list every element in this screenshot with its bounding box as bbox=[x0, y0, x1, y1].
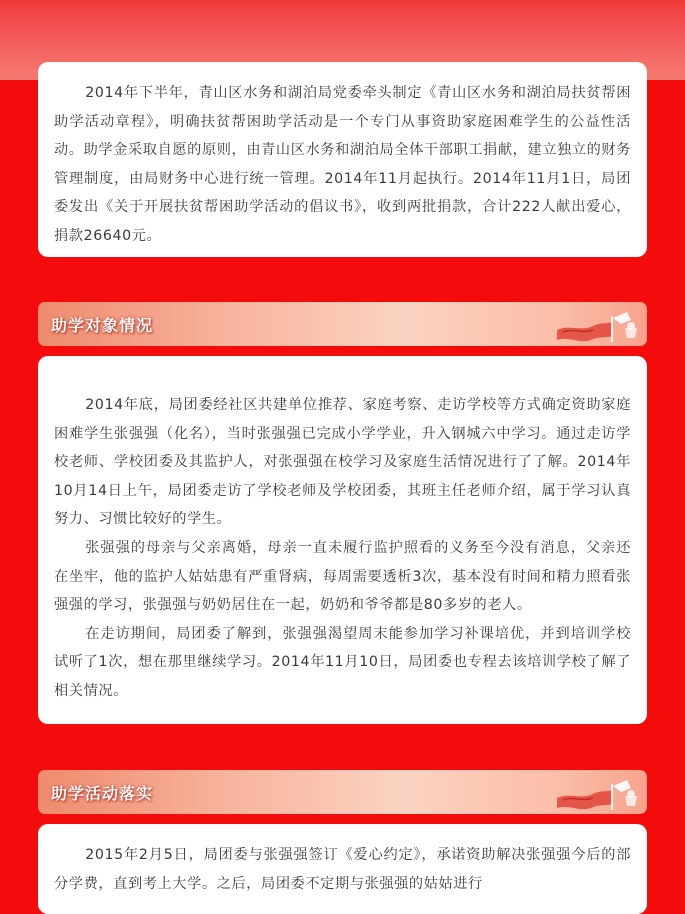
intro-card bbox=[38, 62, 647, 257]
section-header-recipient bbox=[38, 302, 647, 346]
intro-paragraph: 2014年下半年，青山区水务和湖泊局党委牵头制定《青山区水务和湖泊局扶贫帮困助学活动章程》，明确扶贫帮困助学活动是一个专门从事资助家庭困难学生的公益性活动。助学金采取自愿的原则，由青山区水务和湖泊局全体干部职工捐献，建立独立的财务管理制度，由局财务中心进行统一管理。2014年11月起执行。2014年11月1日，局团委发出《关于开展扶贫帮困助学活动的倡议书》，收到两批捐款，合计222人献出爱心，捐款26640元。 bbox=[54, 85, 631, 244]
section-title: 助学对象情况 bbox=[51, 315, 154, 335]
recipient-paragraph: 在走访期间，局团委了解到，张强强渴望周末能参加学习补课培优，并到培训学校试听了1次，想在那里继续学习。2014年11月10日，局团委也专程去该培训学校了解了相关情况。 bbox=[54, 625, 631, 699]
recipient-paragraph: 张强强的母亲与父亲离婚，母亲一直未履行监护照看的义务至今没有消息，父亲还在坐牢，他的监护人姑姑患有严重肾病，每周需要透析3次，基本没有时间和精力照看张强强的学习，张强强与奶奶居住在一起，奶奶和爷爷都是80多岁的老人。 bbox=[54, 539, 631, 614]
recipient-paragraph: 2014年底，局团委经社区共建单位推荐、家庭考察、走访学校等方式确定资助家庭困难学生张强强（化名），当时张强强已完成小学学业，升入钢城六中学习。通过走访学校老师、学校团委及其监护人，对张强强在校学习及家庭生活情况进行了了解。2014年10月14日上午，局团委走访了学校老师及学校团委，其班主任老师介绍，属于学习认真努力、习惯比较好的学生。 bbox=[54, 397, 631, 528]
implementation-paragraph: 2015年2月5日，局团委与张强强签订《爱心约定》，承诺资助解决张强强今后的部分学费，直到考上大学。之后，局团委不定期与张强强的姑姑进行 bbox=[54, 847, 631, 892]
flag-icon bbox=[551, 776, 641, 810]
implementation-card bbox=[38, 824, 647, 914]
section-title: 助学活动落实 bbox=[51, 783, 154, 803]
recipient-card bbox=[38, 356, 647, 724]
section-header-implementation bbox=[38, 770, 647, 814]
flag-icon bbox=[551, 308, 641, 342]
